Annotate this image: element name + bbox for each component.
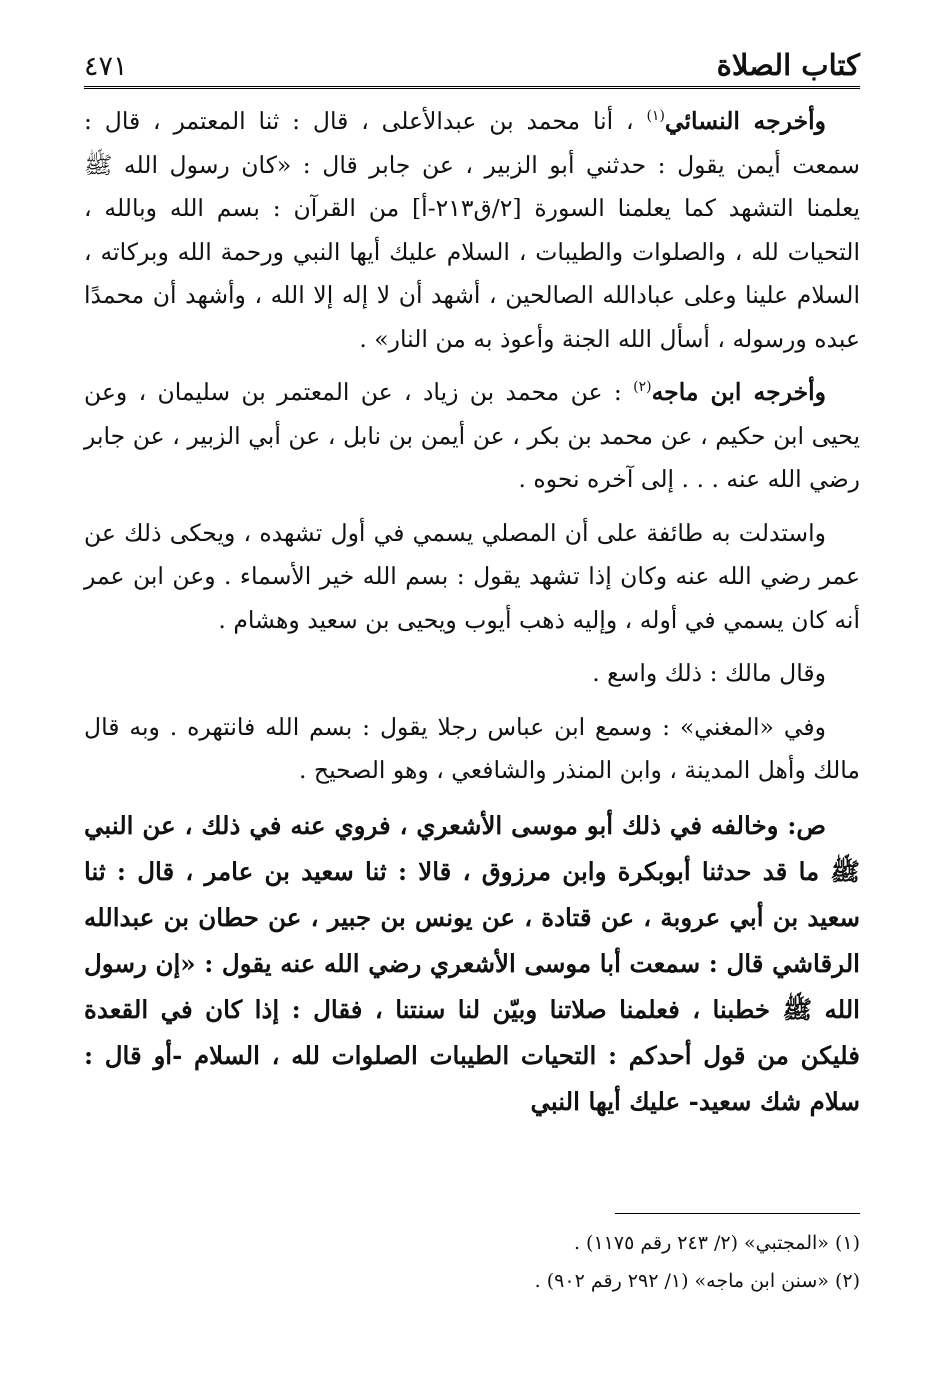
paragraph-malik [84, 652, 860, 696]
footnote-separator [615, 1213, 860, 1214]
paragraph-ibn-majah [84, 371, 860, 502]
chapter-title: كتاب الصلاة [716, 48, 860, 82]
paragraph-text: واستدلت به طائفة على أن المصلي يسمي في أول تشهده ، ويحكى ذلك عن عمر رضي الله عنه وكان إذا تشهد يقول : بسم الله خير الأسماء . وعن ابن عمر أنه كان يسمي في أوله ، وإليه ذهب أيوب ويحيى بن سعيد وهشام . [84, 518, 860, 634]
paragraph-istidlal [84, 512, 860, 643]
paragraph-lead: وأخرجه ابن ماجه [651, 378, 826, 406]
page-number: ٤٧١ [84, 51, 128, 82]
paragraph-text: وفي «المغني» : وسمع ابن عباس رجلا يقول : بسم الله فانتهره . وبه قال مالك وأهل المدينة ، وابن المنذر والشافعي ، وهو الصحيح . [84, 712, 860, 784]
paragraph-text: ، أنا محمد بن عبدالأعلى ، قال : ثنا المعتمر ، قال : سمعت أيمن يقول : حدثني أبو الزبير ، عن جابر قال : «كان رسول الله ﷺ يعلمنا التشهد كما يعلمنا السورة [٢/ق٢١٣-أ] من القرآن : بسم الله وبالله ، التحيات لله ، والصلوات والطيبات ، السلام عليك أيها النبي ورحمة الله وبركاته ، السلام علينا وعلى عبادالله الصالحين ، أشهد أن لا إله إلا الله ، وأشهد أن محمدًا عبده ورسوله ، أسأل الله الجنة وأعوذ به من النار» . [84, 107, 860, 353]
paragraph-text: : عن محمد بن زياد ، عن المعتمر بن سليمان ، وعن يحيى ابن حكيم ، عن محمد بن بكر ، عن أيمن بن نابل ، عن أبي الزبير ، عن جابر رضي الله عنه . . . إلى آخره نحوه . [84, 378, 860, 493]
paragraph-text: وقال مالك : ذلك واسع . [592, 659, 826, 687]
footnote-1: (١) «المجتبي» (٢/ ٢٤٣ رقم ١١٧٥) . [573, 1232, 860, 1254]
bold-text: ص: وخالفه في ذلك أبو موسى الأشعري ، فروي عنه في ذلك ، عن النبي ﷺ ما قد حدثنا أبوبكرة وابن مرزوق ، قالا : ثنا سعيد بن عامر ، قال : ثنا سعيد بن أبي عروبة ، عن قتادة ، عن يونس بن جبير ، عن حطان بن عبدالله الرقاشي قال : سمعت أبا موسى الأشعري رضي الله عنه يقول : «إن رسول الله ﷺ خطبنا ، فعلمنا صلاتنا وبيّن لنا سنتنا ، فقال : إذا كان في القعدة فليكن من قول أحدكم : التحيات الطيبات الصلوات لله ، السلام -أو قال : سلام شك سعيد- عليك أيها النبي [84, 810, 860, 1116]
footnote-ref[interactable]: (١) [646, 108, 665, 125]
main-text [84, 100, 860, 1135]
paragraph-mughni [84, 706, 860, 793]
paragraph-lead: وأخرجه النسائي [664, 107, 826, 135]
footnotes [84, 1224, 860, 1300]
matn-bold-block [84, 803, 860, 1125]
paragraph-nasai [84, 100, 860, 361]
footnote-ref[interactable]: (٢) [633, 379, 652, 396]
footnote-2: (٢) «سنن ابن ماجه» (١/ ٢٩٢ رقم ٩٠٢) . [534, 1270, 860, 1292]
page-header [84, 34, 860, 89]
